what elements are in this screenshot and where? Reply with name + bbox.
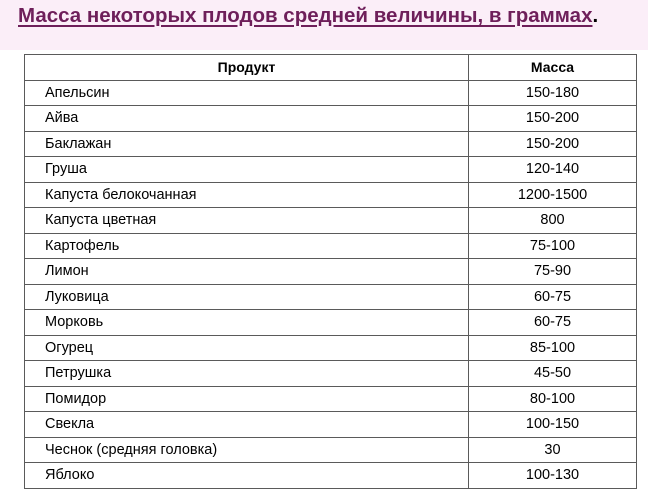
table-row (25, 259, 637, 285)
product-cell: Луковица (25, 284, 469, 310)
table-row (25, 284, 637, 310)
mass-cell: 100-150 (469, 412, 637, 438)
mass-cell: 80-100 (469, 386, 637, 412)
product-cell: Морковь (25, 310, 469, 336)
product-cell: Петрушка (25, 361, 469, 387)
table-row (25, 131, 637, 157)
product-cell: Апельсин (25, 80, 469, 106)
table-row (25, 208, 637, 234)
table-row (25, 157, 637, 183)
table-row (25, 80, 637, 106)
table-row (25, 437, 637, 463)
table-row (25, 233, 637, 259)
mass-cell: 120-140 (469, 157, 637, 183)
mass-cell: 45-50 (469, 361, 637, 387)
product-cell: Груша (25, 157, 469, 183)
mass-cell: 800 (469, 208, 637, 234)
mass-cell: 30 (469, 437, 637, 463)
product-cell: Огурец (25, 335, 469, 361)
mass-cell: 60-75 (469, 310, 637, 336)
product-cell: Чеснок (средняя головка) (25, 437, 469, 463)
product-cell: Баклажан (25, 131, 469, 157)
table-row (25, 386, 637, 412)
page-title-text: Масса некоторых плодов средней величины, в граммах (18, 4, 593, 27)
table-row (25, 361, 637, 387)
mass-cell: 60-75 (469, 284, 637, 310)
page-title (18, 4, 598, 28)
product-cell: Свекла (25, 412, 469, 438)
table-row (25, 463, 637, 489)
product-cell: Яблоко (25, 463, 469, 489)
fruit-mass-table (24, 54, 637, 489)
product-cell: Помидор (25, 386, 469, 412)
product-cell: Картофель (25, 233, 469, 259)
product-cell: Капуста белокочанная (25, 182, 469, 208)
table-row (25, 310, 637, 336)
mass-cell: 85-100 (469, 335, 637, 361)
table-row (25, 335, 637, 361)
header-mass: Масса (469, 55, 637, 81)
mass-cell: 150-200 (469, 131, 637, 157)
mass-cell: 75-90 (469, 259, 637, 285)
mass-cell: 100-130 (469, 463, 637, 489)
table-row (25, 106, 637, 132)
mass-cell: 150-200 (469, 106, 637, 132)
mass-cell: 1200-1500 (469, 182, 637, 208)
product-cell: Капуста цветная (25, 208, 469, 234)
page-title-period: . (592, 4, 599, 27)
mass-cell: 150-180 (469, 80, 637, 106)
product-cell: Айва (25, 106, 469, 132)
header-product: Продукт (25, 55, 469, 81)
table-row (25, 412, 637, 438)
table-header-row (25, 55, 637, 81)
table-row (25, 182, 637, 208)
product-cell: Лимон (25, 259, 469, 285)
mass-cell: 75-100 (469, 233, 637, 259)
